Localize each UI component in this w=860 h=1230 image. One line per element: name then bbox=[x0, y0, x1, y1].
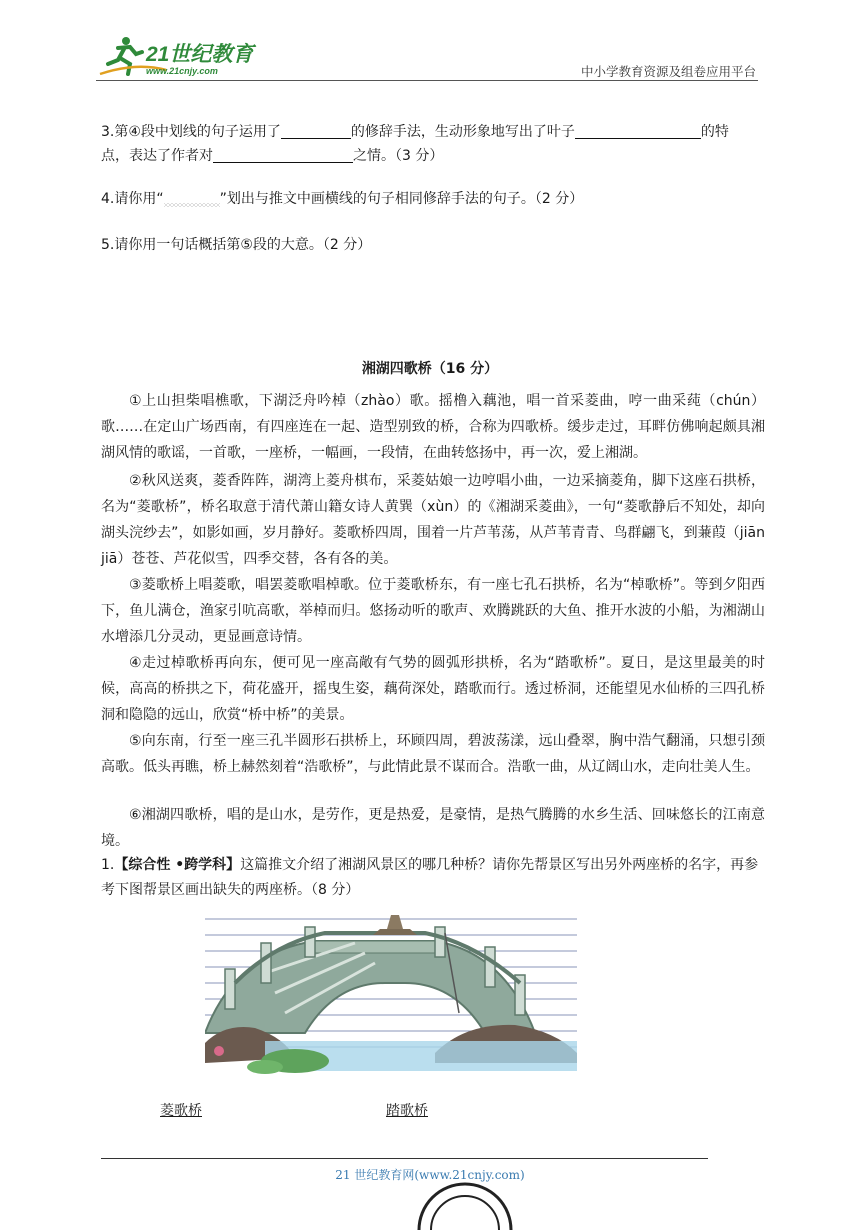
q3-text-e: 之情。（3 分） bbox=[353, 148, 444, 164]
q3-text-b: 的修辞手法，生动形象地写出了叶子 bbox=[350, 124, 575, 140]
paragraph-5: ⑤向东南，行至一座三孔半圆形石拱桥上，环顾四周，碧波荡漾，远山叠翠，胸中浩气翻涌，只想引颈高歌。低头再瞧，桥上赫然刻着“浩歌桥”，与此情此景不谋而合。浩歌一曲，从辽阔山水，走向壮美人生。 bbox=[101, 733, 765, 775]
platform-name: 中小学教育资源及组卷应用平台 bbox=[580, 64, 756, 79]
wavy-underline-mark bbox=[164, 193, 220, 207]
footer-text: 21 世纪教育网(www.21cnjy.com) bbox=[335, 1168, 525, 1182]
question-1 bbox=[101, 853, 765, 903]
q4-text-b: ”划出与推文中画横线的句子相同修辞手法的句子。（2 分） bbox=[219, 191, 584, 207]
q1-tag: 【综合性 •跨学科】 bbox=[114, 857, 241, 873]
rocks-and-water bbox=[205, 1025, 577, 1074]
logo-url: www.21cnjy.com bbox=[146, 66, 218, 76]
q3-text-a: 3.第④段中划线的句子运用了 bbox=[101, 124, 281, 140]
answer-blank[interactable] bbox=[575, 122, 701, 139]
paragraph-3: ③菱歌桥上唱菱歌，唱罢菱歌唱棹歌。位于菱歌桥东，有一座七孔石拱桥，名为“棹歌桥”。等到夕阳西下，鱼儿满仓，渔家引吭高歌，举棹而归。悠扬动听的歌声、欢腾跳跃的大鱼、推开水波的小船，为湘湖山水增添几分灵动，更显画意诗情。 bbox=[101, 577, 765, 645]
question-3 bbox=[101, 120, 761, 168]
paragraph-6: ⑥湘湖四歌桥，唱的是山水，是劳作，更是热爱，是豪情，是热气腾腾的水乡生活、回味悠长的江南意境。 bbox=[101, 807, 765, 849]
paragraph-2: ②秋风送爽，菱香阵阵，湖湾上菱舟棋布，采菱姑娘一边哼唱小曲，一边采摘菱角，脚下这座石拱桥，名为“菱歌桥”，桥名取意于清代萧山籍女诗人黄巽（xùn）的《湘湖采菱曲》，一句“菱歌静后不知处，却向湖头浣纱去”，如影如画，岁月静好。菱歌桥四周，围着一片芦苇荡，从芦苇青青、鸟群翩飞，到蒹葭（jiān jiā）苍苍、芦花似雪，四季交替，各有各的美。 bbox=[101, 473, 765, 567]
site-logo bbox=[96, 34, 266, 80]
logo-text: 21世纪教育 bbox=[146, 43, 254, 66]
answer-blank[interactable] bbox=[213, 146, 353, 163]
paragraph-4: ④走过棹歌桥再向东，便可见一座高敞有气势的圆弧形拱桥，名为“踏歌桥”。夏日，是这里最美的时候，高高的桥拱之下，荷花盛开，摇曳生姿，藕荷深处，踏歌而行。透过桥洞，还能望见水仙桥的三四孔桥洞和隐隐的远山，欣赏“桥中桥”的美景。 bbox=[101, 655, 765, 723]
question-4 bbox=[101, 187, 761, 211]
caption-left: 菱歌桥 bbox=[160, 1103, 202, 1119]
q3-text-c: 的特 bbox=[700, 124, 729, 140]
paragraph-1: ①上山担柴唱樵歌，下湖泛舟吟棹（zhào）歌。摇橹入藕池，唱一首采菱曲，哼一曲采莼（chún）歌……在定山广场西南，有四座连在一起、造型别致的桥，合称为四歌桥。缓步走过，耳畔仿佛响起颇具湘湖风情的歌谣，一首歌，一座桥，一幅画，一段情，在曲转悠扬中，再一次，爱上湘湖。 bbox=[101, 393, 765, 461]
question-5: 5.请你用一句话概括第⑤段的大意。（2 分） bbox=[101, 237, 372, 253]
answer-blank[interactable] bbox=[281, 122, 351, 139]
footer-arc-decoration bbox=[413, 1140, 517, 1230]
q4-text-a: 4.请你用“ bbox=[101, 191, 164, 207]
q1-text: 这篇推文介绍了湘湖风景区的哪几种桥？请你先帮景区写出另外两座桥的名字，再参考下图帮景区画出缺失的两座桥。（8 分） bbox=[101, 857, 759, 898]
article-title: 湘湖四歌桥（16 分） bbox=[361, 361, 499, 377]
bridge-illustration bbox=[205, 913, 577, 1075]
q1-number: 1. bbox=[101, 857, 115, 873]
footer-divider bbox=[101, 1158, 708, 1159]
caption-right: 踏歌桥 bbox=[386, 1103, 428, 1119]
q3-text-d: 点，表达了作者对 bbox=[101, 148, 213, 164]
stone-arch-bridge bbox=[205, 927, 535, 1033]
header-divider bbox=[96, 80, 758, 81]
